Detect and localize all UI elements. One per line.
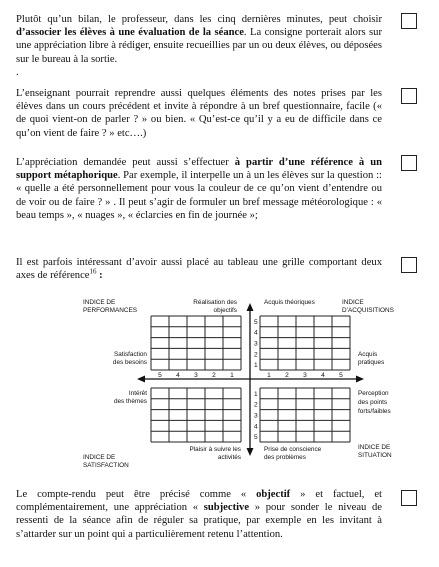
axis-label-acquis-theoriques: Acquis théoriques: [264, 299, 315, 306]
corner-label-acquisitions: D’ACQUISITIONS: [342, 307, 394, 314]
bold-text: à partir d’une référence à un support métaphorique: [16, 157, 382, 182]
tick-label: 2: [254, 401, 258, 409]
tick-label: 1: [230, 372, 234, 379]
bold-text: subjective: [203, 502, 250, 514]
arrow-right-icon: [356, 376, 364, 383]
text-segment: :: [96, 270, 103, 282]
corner-label-performances: INDICE DE: [83, 299, 116, 306]
text-segment: Il est parfois intéressant d’avoir aussi placé au tableau une grille comportant deux axes de référence: [16, 257, 382, 282]
axis-label-objectifs: objectifs: [213, 307, 237, 314]
axis-label-perception: des points: [358, 399, 388, 406]
tick-label: 2: [212, 372, 216, 379]
axis-arrows: [137, 303, 364, 456]
tick-label: 4: [321, 372, 325, 379]
axis-label-acquis-pratiques: pratiques: [358, 359, 385, 366]
corner-label-acquisitions: INDICE: [342, 299, 364, 306]
tick-label: 3: [254, 340, 258, 348]
axis-label-satisfaction-besoins: des besoins: [112, 359, 147, 366]
tick-label: 3: [303, 372, 307, 379]
tick-label: 4: [254, 329, 258, 337]
corner-label-satisfaction: INDICE DE: [83, 454, 116, 461]
axis-label-perception: forts/faibles: [358, 408, 391, 415]
paragraph-compte-rendu: [16, 488, 382, 541]
grid-bottom-right: [260, 388, 350, 442]
tick-label: 1: [254, 362, 258, 370]
corner-label-satisfaction: SATISFACTION: [83, 462, 129, 469]
tick-label: 5: [158, 372, 162, 379]
text-segment: . Par exemple, il interpelle un à un les élèves sur la question :: « quelle a été personnellement pour vous la couleur de ce qu’on vient d’entendre ou de voir ou de faire ? » . Il peut s’agir de formuler un bref message météorologique : « beau temps », « nuages », « éclarcies en fin de journée »;: [16, 170, 382, 221]
corner-label-situation: SITUATION: [358, 452, 392, 459]
checkbox-5[interactable]: [401, 490, 417, 506]
text-segment: Plutôt qu’un bilan, le professeur, dans les cinq dernières minutes, peut choisir: [16, 14, 382, 25]
grid-top-left: [151, 316, 241, 370]
bold-text: objectif: [256, 489, 291, 500]
tick-label: 1: [267, 372, 271, 379]
stray-dot: .: [16, 66, 19, 78]
axis-label-prise-conscience: Prise de conscience: [264, 446, 322, 453]
tick-label: 1: [254, 390, 258, 398]
axis-label-prise-conscience: des problèmes: [264, 454, 306, 461]
axis-label-interet-themes: des thèmes: [113, 398, 147, 405]
grid-top-right: [260, 316, 350, 370]
grid-bottom-left: [151, 388, 241, 442]
tick-label: 2: [254, 351, 258, 359]
corner-label-performances: PERFORMANCES: [83, 307, 137, 314]
tick-label: 4: [254, 423, 258, 431]
axis-label-perception: Perception: [358, 390, 389, 397]
axis-label-interet-themes: Intérêt: [128, 390, 147, 397]
tick-label: 5: [254, 434, 258, 442]
axis-label-acquis-pratiques: Acquis: [358, 351, 378, 358]
tick-label: 4: [176, 372, 180, 379]
corner-label-situation: INDICE DE: [358, 444, 391, 451]
arrow-down-icon: [247, 448, 254, 456]
axis-label-plaisir: activités: [217, 454, 241, 461]
tick-label: 3: [254, 412, 258, 420]
arrow-left-icon: [137, 376, 145, 383]
text-segment: » pour sonder le niveau de ressenti de la séance afin de réguler sa pratique, par exemple en les invitant à s’attarder sur un point qui a particulièrement retenu l’attention.: [16, 502, 382, 540]
tick-label: 5: [254, 318, 258, 326]
axis-label-plaisir: Plaisir à suivre les: [189, 446, 241, 453]
axis-label-satisfaction-besoins: Satisfaction: [113, 351, 147, 358]
tick-label: 5: [339, 372, 343, 379]
axis-labels: [83, 299, 394, 469]
text-segment: . La consigne porterait alors sur une appréciation libre à rédiger, ensuite recueillies par un ou deux élèves, ou déposées sur le bureau à la sortie.: [16, 27, 382, 65]
text-segment: L’enseignant pourrait reprendre aussi quelques éléments des notes prises par les élèves dans un cours précédent et invite à répondre à un bref questionnaire, facile (« de quoi vient-on de parler ? » ou bien. « Qu’est-ce qu’il y a eu de difficile dans ce qu’on vient de faire ? » etc….): [16, 88, 382, 139]
bold-text: d’associer les élèves à une évaluation de la séance: [16, 27, 244, 39]
footnote-ref: 16: [89, 267, 97, 276]
text-segment: Le compte-rendu peut être précisé comme «: [16, 489, 257, 500]
arrow-up-icon: [247, 303, 254, 311]
text-segment: » et factuel, et complémentairement, une appréciation «: [16, 489, 382, 514]
text-segment: L’appréciation demandée peut aussi s’effectuer: [16, 157, 235, 168]
tick-label: 2: [285, 372, 289, 379]
tick-label: 3: [194, 372, 198, 379]
axis-label-objectifs: Réalisation des: [193, 299, 237, 306]
